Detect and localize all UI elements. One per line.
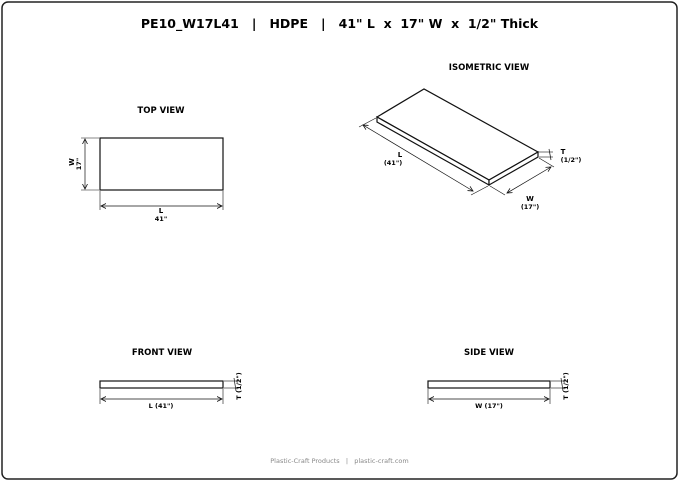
iso-length-value: (41") bbox=[383, 159, 403, 167]
top-view-length-value: 41" bbox=[154, 215, 168, 223]
footer-credit: Plastic-Craft Products | plastic-craft.com bbox=[270, 457, 409, 465]
iso-thickness-letter: T bbox=[560, 148, 566, 156]
iso-length-letter: L bbox=[397, 151, 403, 159]
isometric-view-heading: ISOMETRIC VIEW bbox=[448, 63, 530, 73]
top-view-heading: TOP VIEW bbox=[137, 106, 185, 116]
front-view-length-label: L (41") bbox=[148, 402, 174, 410]
side-view-heading: SIDE VIEW bbox=[463, 348, 515, 358]
iso-thickness-value: (1/2") bbox=[560, 156, 582, 164]
top-view-part-outline bbox=[100, 138, 223, 190]
sheet-frame bbox=[2, 2, 677, 479]
top-view-width-letter: W bbox=[68, 158, 76, 166]
front-view-thickness-label: T (1/2") bbox=[235, 372, 243, 400]
iso-width-letter: W bbox=[526, 195, 534, 203]
top-view-length-letter: L bbox=[158, 207, 164, 215]
front-view-part-outline bbox=[100, 381, 223, 388]
side-view-part-outline bbox=[428, 381, 550, 388]
iso-width-value: (17") bbox=[520, 203, 540, 211]
side-view-width-label: W (17") bbox=[475, 402, 503, 410]
front-view-heading: FRONT VIEW bbox=[131, 348, 193, 358]
side-view-thickness-label: T (1/2") bbox=[562, 372, 570, 400]
drawing-title: PE10_W17L41 | HDPE | 41" L x 17" W x 1/2" Thick bbox=[140, 16, 539, 31]
top-view-width-value: 17" bbox=[75, 157, 83, 171]
